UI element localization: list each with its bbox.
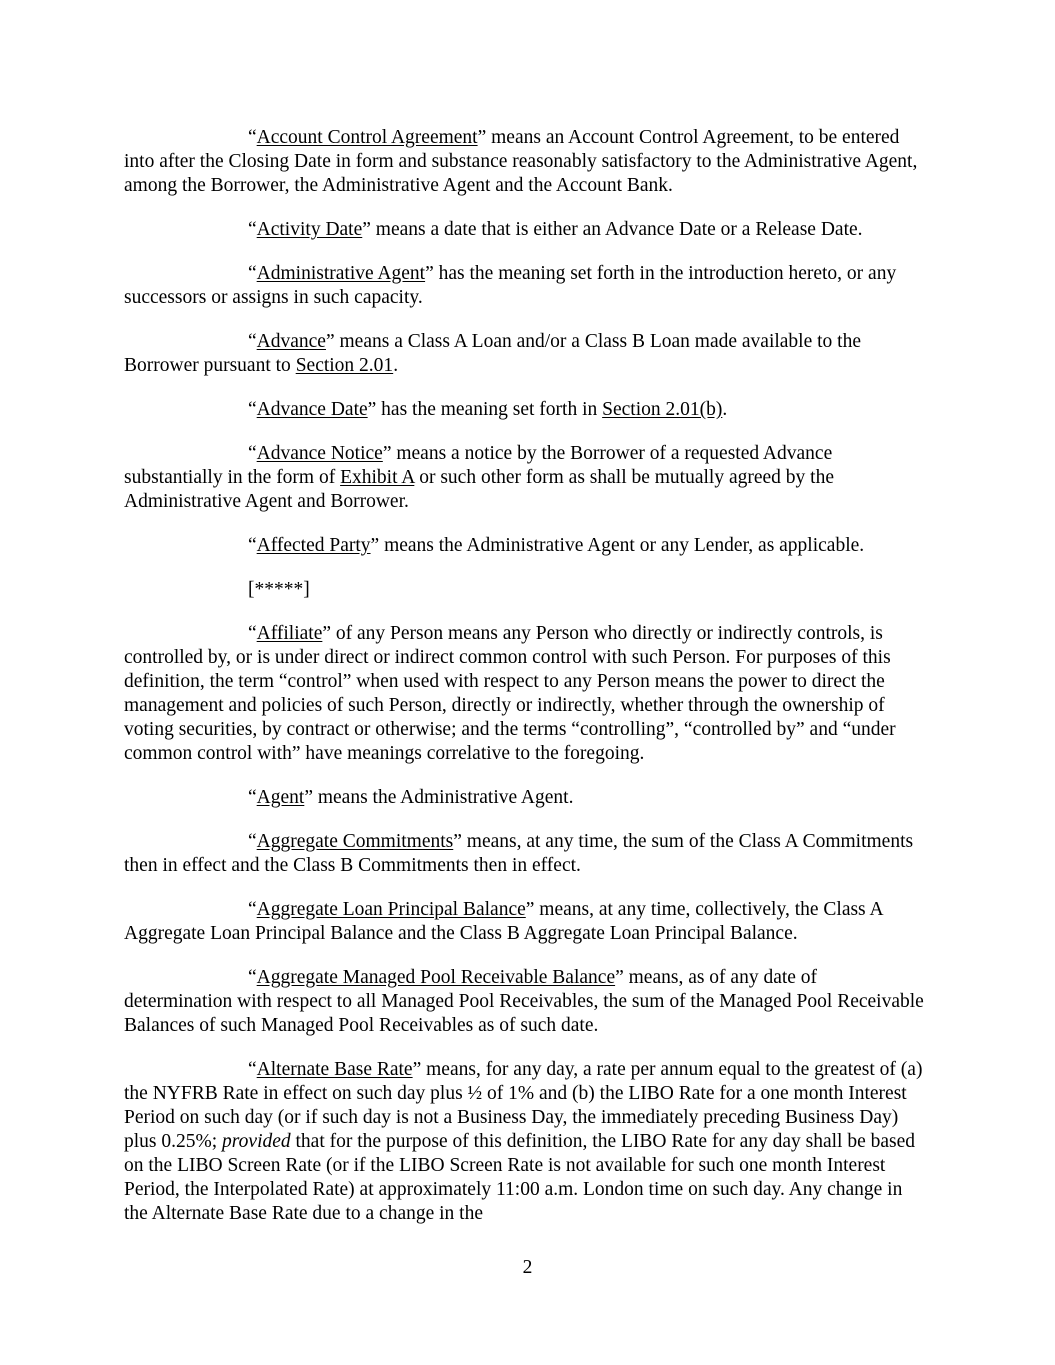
definition-advance-date: “Advance Date” has the meaning set forth in Section 2.01(b). xyxy=(248,399,728,420)
definition-affiliate: “Affiliate” of any Person means any Person who directly or indirectly controls, is controlled by, or is under direct or indirect common control with such Person. For purposes of this definition, the term “control” when used with respect to any Person means the power to direct the management and policies of such Person, directly or indirectly, whether through the ownership of voting securities, by contract or otherwise; and the terms “controlling”, “controlled by” and “under common control with” have meanings correlative to the foregoing. xyxy=(124,623,896,764)
definition-text-end: . xyxy=(722,399,728,420)
definition-activity-date: “Activity Date” means a date that is either an Advance Date or a Release Date. xyxy=(248,219,863,240)
definition-text: means a notice by the Borrower of a requested Advance substantially in the form of xyxy=(124,443,833,488)
defined-term: Administrative Agent xyxy=(256,263,426,284)
definition-text: means a Class A Loan and/or a Class B Loan made available to the Borrower pursuant to xyxy=(124,331,861,376)
definition-aggregate-commitments: “Aggregate Commitments” means, at any time, the sum of the Class A Commitments then in effect and the Class B Commitments then in effect. xyxy=(124,831,914,876)
defined-term: Aggregate Loan Principal Balance xyxy=(256,899,526,920)
definition-text: means a date that is either an Advance Date or a Release Date. xyxy=(370,219,863,240)
definition-text-end: that for the purpose of this definition, the LIBO Rate for any day shall be based on the LIBO Screen Rate (or if the LIBO Screen Rate is not available for such one month Interest Period, the Interpolated Rate) at approximately 11:00 a.m. London time on such day. Any change in the Alternate Base Rate due to a change in the xyxy=(124,1131,916,1224)
defined-term: Activity Date xyxy=(256,219,363,240)
page-number: 2 xyxy=(522,1257,533,1278)
definition-administrative-agent: “Administrative Agent” has the meaning set forth in the introduction hereto, or any successors or assigns in such capacity. xyxy=(124,263,897,308)
definition-text: means, at any time, collectively, the Class A Aggregate Loan Principal Balance and the Class B Aggregate Loan Principal Balance. xyxy=(124,899,883,944)
definition-text: means, at any time, the sum of the Class A Commitments then in effect and the Class B Commitments then in effect. xyxy=(124,831,914,876)
definition-text: means, as of any date of determination with respect to all Managed Pool Receivables, the sum of the Managed Pool Receivable Balances of such Managed Pool Receivables as of such date. xyxy=(124,967,924,1036)
definition-affected-party: “Affected Party” means the Administrative Agent or any Lender, as applicable. xyxy=(248,535,865,556)
definition-text: means the Administrative Agent or any Lender, as applicable. xyxy=(379,535,865,556)
defined-term: Alternate Base Rate xyxy=(256,1059,413,1080)
definition-text-end: or such other form as shall be mutually agreed by the Administrative Agent and Borrower. xyxy=(124,467,834,512)
definitions-section xyxy=(124,126,929,1246)
emphasis-provided: provided xyxy=(222,1131,291,1152)
defined-term: Advance xyxy=(256,331,326,352)
redaction-marker: [*****] xyxy=(248,579,310,600)
defined-term: Account Control Agreement xyxy=(256,127,478,148)
defined-term: Aggregate Commitments xyxy=(256,831,454,852)
defined-term: Agent xyxy=(256,787,305,808)
definition-text: has the meaning set forth in the introduction hereto, or any successors or assigns in such capacity. xyxy=(124,263,897,308)
definition-advance: “Advance” means a Class A Loan and/or a Class B Loan made available to the Borrower pursuant to Section 2.01. xyxy=(124,331,861,376)
section-reference: Section 2.01 xyxy=(295,355,394,376)
definition-aggregate-loan-principal-balance: “Aggregate Loan Principal Balance” means, at any time, collectively, the Class A Aggregate Loan Principal Balance and the Class B Aggregate Loan Principal Balance. xyxy=(124,899,883,944)
defined-term: Advance Notice xyxy=(256,443,383,464)
definition-account-control-agreement: “Account Control Agreement” means an Account Control Agreement, to be entered into after the Closing Date in form and substance reasonably satisfactory to the Administrative Agent, among the Borrower, the Administrative Agent and the Account Bank. xyxy=(124,127,918,196)
exhibit-reference: Exhibit A xyxy=(340,467,415,488)
definition-text: means the Administrative Agent. xyxy=(312,787,574,808)
definition-advance-notice: “Advance Notice” means a notice by the Borrower of a requested Advance substantially in the form of Exhibit A or such other form as shall be mutually agreed by the Administrative Agent and Borrower. xyxy=(124,443,834,512)
section-reference: Section 2.01(b) xyxy=(602,399,723,420)
defined-term: Aggregate Managed Pool Receivable Balance xyxy=(256,967,616,988)
definition-text: has the meaning set forth in xyxy=(376,399,603,420)
definition-aggregate-managed-pool-receivable-balance: “Aggregate Managed Pool Receivable Balance” means, as of any date of determination with respect to all Managed Pool Receivables, the sum of the Managed Pool Receivable Balances of such Managed Pool Receivables as of such date. xyxy=(124,967,924,1036)
definition-agent: “Agent” means the Administrative Agent. xyxy=(248,787,574,808)
definition-text: means, for any day, a rate per annum equal to the greatest of (a) the NYFRB Rate in effect on such day plus ½ of 1% and (b) the LIBO Rate for a one month Interest Period on such day (or if such day is not a Business Day, the immediately preceding Business Day) plus 0.25%; xyxy=(124,1059,923,1152)
definition-text: means an Account Control Agreement, to be entered into after the Closing Date in form and substance reasonably satisfactory to the Administrative Agent, among the Borrower, the Administrative Agent and the Account Bank. xyxy=(124,127,918,196)
defined-term: Affiliate xyxy=(256,623,323,644)
defined-term: Affected Party xyxy=(256,535,371,556)
definition-text-end: . xyxy=(393,355,399,376)
defined-term: Advance Date xyxy=(256,399,368,420)
definition-text: of any Person means any Person who directly or indirectly controls, is controlled by, or is under direct or indirect common control with such Person. For purposes of this definition, the term “control” when used with respect to any Person means the power to direct the management and policies of such Person, directly or indirectly, whether through the ownership of voting securities, by contract or otherwise; and the terms “controlling”, “controlled by” and “under common control with” have meanings correlative to the foregoing. xyxy=(124,623,896,764)
definition-alternate-base-rate: “Alternate Base Rate” means, for any day, a rate per annum equal to the greatest of (a) the NYFRB Rate in effect on such day plus ½ of 1% and (b) the LIBO Rate for a one month Interest Period on such day (or if such day is not a Business Day, the immediately preceding Business Day) plus 0.25%; provided that for the purpose of this definition, the LIBO Rate for any day shall be based on the LIBO Screen Rate (or if the LIBO Screen Rate is not available for such one month Interest Period, the Interpolated Rate) at approximately 11:00 a.m. London time on such day. Any change in the Alternate Base Rate due to a change in the xyxy=(124,1059,923,1224)
